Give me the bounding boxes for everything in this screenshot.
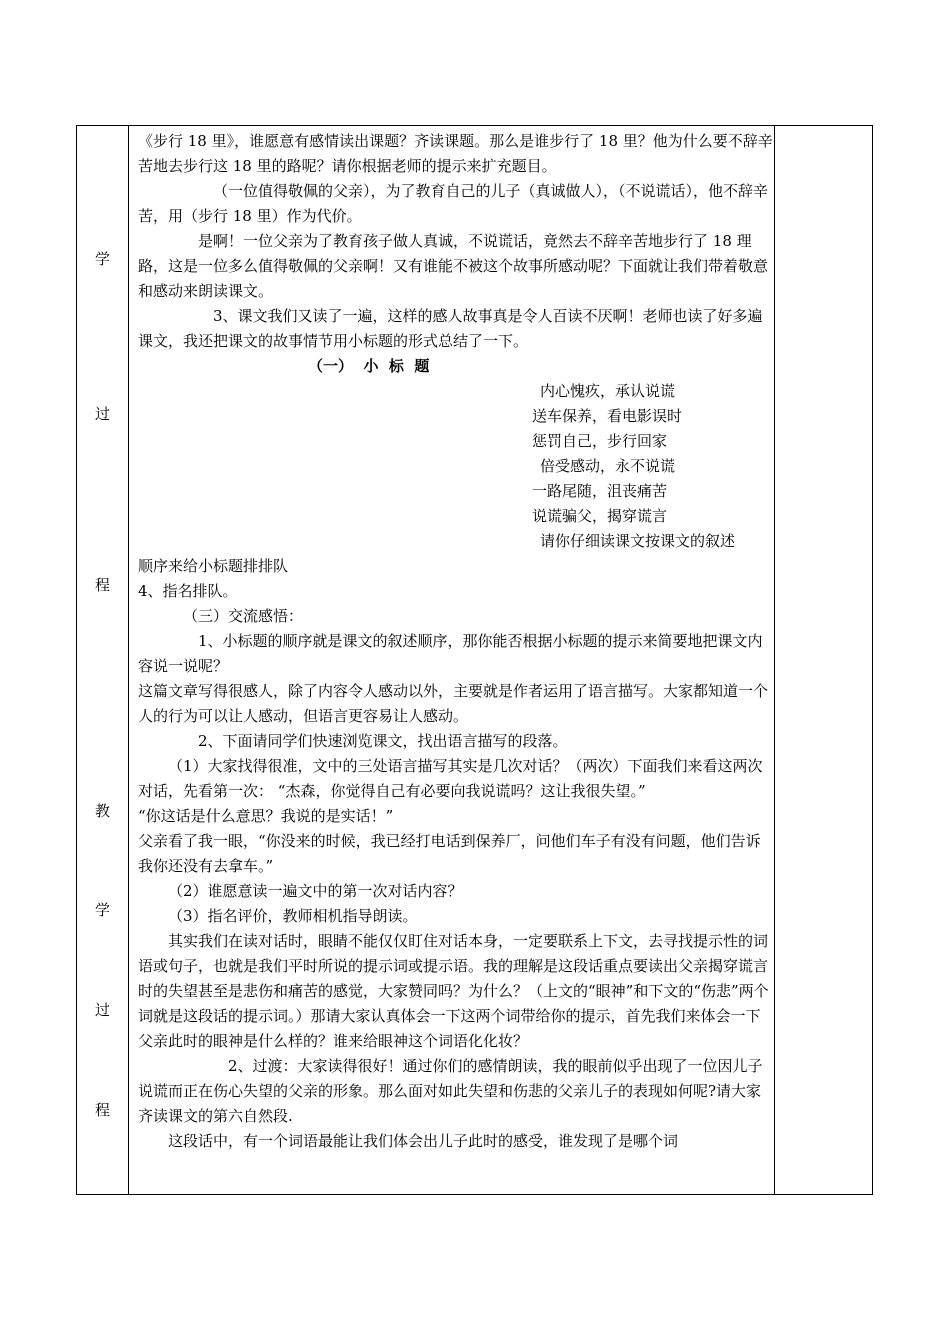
subtitle-item: 内心愧疚，承认说谎	[540, 382, 676, 400]
subtitle-item: 说谎骗父，揭穿谎言	[532, 507, 668, 525]
paragraph: （一位值得敬佩的父亲），为了教育自己的儿子（真诚做人），（不说谎话），他不辞辛苦，用（步行 18 里）作为代价。	[138, 182, 769, 225]
notes-column	[774, 126, 872, 1194]
paragraph: 其实我们在读对话时，眼睛不能仅仅盯住对话本身，一定要联系上下文，去寻找提示性的词语或句子，也就是我们平时所说的提示词或提示语。我的理解是这段话重点要读出父亲揭穿谎言时的失望甚至是悲伤和痛苦的感觉，大家赞同吗？为什么？（上文的“眼神”和下文的“伤悲”两个词就是这段话的提示词。）那请大家认真体会一下这两个词带给你的提示，首先我们来体会一下父亲此时的眼神是什么样的？谁来给眼神这个词语化化妆？	[138, 932, 769, 1050]
paragraph: 3、课文我们又读了一遍，这样的感人故事真是令人百读不厌啊！老师也读了好多遍课文，我还把课文的故事情节用小标题的形式总结了一下。	[138, 307, 763, 350]
side-char: 学	[94, 250, 110, 268]
side-label-column	[77, 126, 128, 1194]
paragraph: 顺序来给小标题排排队	[138, 557, 289, 575]
paragraph: 《步行 18 里》，谁愿意有感情读出课题？齐读课题。那么是谁步行了 18 里？他为什么要不辞辛苦地去步行这 18 里的路呢？请你根据老师的提示来扩充题目。	[138, 132, 773, 175]
paragraph: 2、下面请同学们快速浏览课文，找出语言描写的段落。	[198, 732, 568, 750]
paragraph: （2）谁愿意读一遍文中的第一次对话内容？	[168, 882, 463, 900]
section-heading: （一） 小 标 题	[308, 357, 430, 375]
paragraph: 是啊！一位父亲为了教育孩子做人真诚，不说谎话，竟然去不辞辛苦地步行了 18 理路，这是一位多么值得敬佩的父亲啊！又有谁能不被这个故事所感动呢？下面就让我们带着敬意和感动来朗读课文。	[138, 232, 769, 300]
lesson-table	[76, 125, 873, 1195]
paragraph: 这篇文章写得很感人，除了内容令人感动以外，主要就是作者运用了语言描写。大家都知道一个人的行为可以让人感动，但语言更容易让人感动。	[138, 682, 769, 725]
paragraph: 1、小标题的顺序就是课文的叙述顺序，那你能否根据小标题的提示来简要地把课文内容说一说呢？	[138, 632, 763, 675]
subtitle-item: 送车保养，看电影误时	[532, 407, 683, 425]
subtitle-item: 一路尾随，沮丧痛苦	[532, 482, 668, 500]
paragraph: （3）指名评价，教师相机指导朗读。	[168, 907, 418, 925]
side-char: 教	[94, 802, 110, 820]
side-char: 过	[94, 405, 110, 423]
column-divider	[128, 126, 129, 1194]
lesson-content	[138, 129, 773, 1194]
paragraph: 4、指名排队。	[138, 582, 238, 600]
paragraph: 请你仔细读课文按课文的叙述	[540, 532, 736, 550]
side-char: 程	[94, 576, 110, 594]
paragraph: 2、过渡：大家读得很好！通过你们的感情朗读，我的眼前似乎出现了一位因儿子说谎而正在伤心失望的父亲的形象。那么面对如此失望和伤悲的父亲儿子的表现如何呢?请大家齐读课文的第六自然段.	[138, 1057, 763, 1125]
paragraph: （1）大家找得很准，文中的三处语言描写其实是几次对话？（两次）下面我们来看这两次对话，先看第一次： “杰森，你觉得自己有必要向我说谎吗？这让我很失望。”	[138, 757, 763, 800]
side-char: 程	[94, 1101, 110, 1119]
subtitle-item: 倍受感动，永不说谎	[540, 457, 676, 475]
paragraph: （三）交流感悟：	[183, 607, 304, 625]
paragraph: “你这话是什么意思？我说的是实话！”	[138, 807, 394, 825]
paragraph: 父亲看了我一眼，“你没来的时候，我已经打电话到保养厂，问他们车子有没有问题，他们告诉我你还没有去拿车。”	[138, 832, 761, 875]
subtitle-item: 惩罚自己，步行回家	[532, 432, 668, 450]
side-char: 学	[94, 901, 110, 919]
paragraph: 这段话中，有一个词语最能让我们体会出儿子此时的感受，谁发现了是哪个词	[168, 1132, 679, 1150]
side-char: 过	[94, 1001, 110, 1019]
